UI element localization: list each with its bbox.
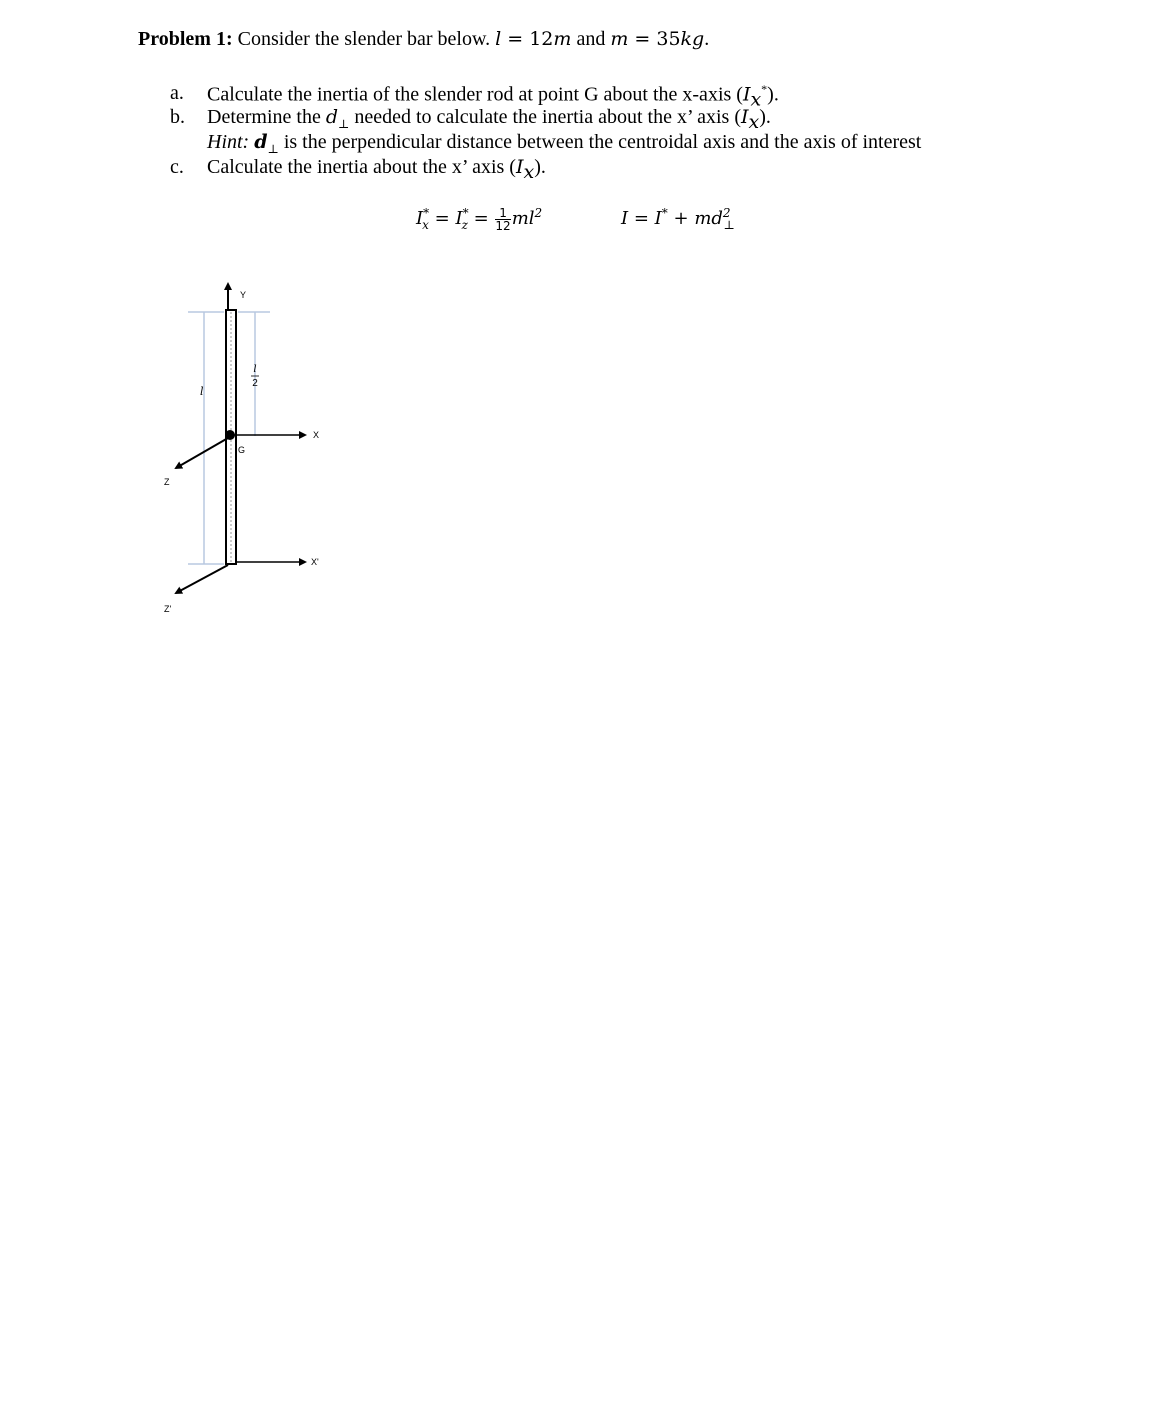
f1-rhs-sup: 2 [534, 206, 543, 220]
item-b-sym: I [741, 106, 749, 128]
f1-ix-sub: x [422, 217, 429, 232]
slender-bar-diagram [150, 268, 350, 628]
f1-eq1: = [428, 208, 456, 229]
f2-istar: I [654, 208, 662, 229]
f2-istar-sup: * [661, 206, 668, 220]
g-label: G [238, 445, 246, 455]
half-length-den: 2 [252, 378, 258, 389]
item-c-sym: I [515, 156, 524, 178]
z-axis-arrow [176, 438, 228, 468]
f1-iz-sup: * [462, 206, 469, 220]
m-eq: = 35 [628, 28, 681, 50]
item-b-sub: x [748, 111, 760, 133]
y-axis-label: Y [240, 290, 247, 300]
item-a-marker: a. [170, 82, 184, 104]
half-length-num: l [253, 364, 257, 375]
z-axis-label: Z [164, 477, 170, 487]
hint-d: d [254, 131, 268, 153]
f1-iz: I [455, 208, 463, 229]
item-c-marker: c. [170, 156, 184, 178]
problem-intro: Consider the slender bar below. [232, 28, 496, 50]
item-c [207, 156, 546, 183]
item-c-text: Calculate the inertia about the x’ axis ( [207, 156, 516, 178]
f1-iz-sub: z [461, 217, 468, 232]
formula-parallel-axis [621, 206, 735, 232]
f1-ix-sup: * [423, 206, 430, 220]
f1-eq2: = [467, 208, 495, 229]
item-b-after: ). [759, 106, 771, 128]
item-b-d-sub: ⊥ [338, 117, 350, 131]
problem-title [138, 28, 709, 51]
f2-plus: + [667, 208, 695, 229]
f2-md-sub: ⊥ [723, 217, 735, 232]
and-text: and [571, 28, 611, 50]
m-var: m [610, 28, 629, 50]
item-c-sub: x [523, 161, 535, 183]
formula-centroidal-inertia [416, 206, 542, 232]
l-eq: = 12 [501, 28, 554, 50]
item-a-sub: x [750, 88, 762, 111]
f2-md-sup: 2 [722, 206, 731, 220]
x-prime-axis-label: X' [311, 557, 319, 567]
z-prime-axis-arrow [176, 565, 228, 593]
l-unit: m [553, 28, 572, 50]
hint [207, 131, 921, 157]
f1-den: 12 [495, 218, 511, 233]
hint-d-sub: ⊥ [267, 142, 279, 156]
l-var: l [495, 28, 502, 50]
f1-fraction [495, 207, 510, 232]
f1-rhs: ml [511, 208, 535, 229]
item-c-after: ). [534, 156, 546, 178]
f1-num: 1 [495, 207, 510, 220]
f2-md: md [694, 208, 723, 229]
z-prime-axis-label: Z' [164, 604, 172, 614]
title-end: . [704, 28, 710, 50]
item-b-d: d [325, 106, 339, 128]
item-a-sym: I [742, 83, 751, 106]
item-b-text: Determine the [207, 106, 326, 128]
item-a-sup: * [761, 82, 768, 96]
hint-label: Hint: [207, 131, 250, 153]
f2-eq: = [628, 208, 655, 229]
item-a-text: Calculate the inertia of the slender rod at point G about the x-axis ( [207, 83, 743, 106]
hint-text: is the perpendicular distance between the centroidal axis and the axis of interest [278, 131, 922, 153]
m-unit: kg [680, 28, 705, 50]
problem-label: Problem 1: [138, 28, 233, 50]
f2-i: I [621, 208, 629, 229]
length-l-label: l [200, 385, 204, 398]
item-b [207, 106, 771, 133]
item-a-after: ). [767, 83, 779, 106]
x-axis-label: X [313, 430, 320, 440]
item-b-marker: b. [170, 106, 185, 128]
f1-ix: I [416, 208, 424, 229]
item-b-mid: needed to calculate the inertia about the x’ axis ( [349, 106, 741, 128]
